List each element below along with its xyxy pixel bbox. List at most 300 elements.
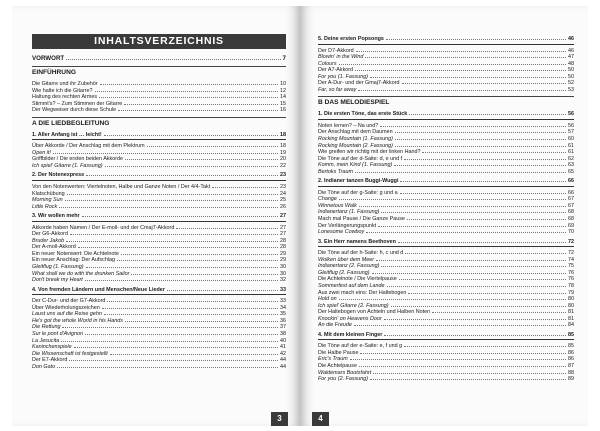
- entry-title: Gleitflug (2. Fassung): [318, 269, 370, 276]
- entry-title: Sommerfest auf dem Lande: [318, 282, 385, 289]
- entry-page: 84: [568, 322, 574, 329]
- page-number-right: 4: [312, 412, 329, 426]
- leader-dots: [356, 51, 566, 52]
- toc-chapter: [32, 172, 286, 210]
- entry-title: Akkorde haben Namen / Der E-moll- und der Cmaj7-Akkord: [32, 224, 175, 231]
- leader-dots: [82, 216, 278, 217]
- leader-dots: [350, 359, 566, 360]
- entry-page: 7: [282, 55, 286, 62]
- leader-dots: [384, 335, 566, 336]
- leader-dots: [117, 260, 278, 261]
- leader-dots: [395, 132, 566, 133]
- leader-dots: [53, 153, 278, 154]
- entry-title: Bruder Jakob: [32, 237, 65, 244]
- entry-title: Wie greifen wir richtig mit der linken Hand?: [318, 149, 421, 156]
- entry-title: Über Wiederholungszeichen: [32, 304, 100, 311]
- entry-page: 14: [280, 94, 286, 101]
- entry-page: 89: [568, 376, 574, 383]
- leader-dots: [386, 39, 566, 40]
- entry-title: Die Achtelnote / Die Viertelpause: [318, 276, 397, 283]
- entry-title: Change: [318, 196, 337, 203]
- entry-page: 78: [568, 282, 574, 289]
- entry-page: 28: [280, 244, 286, 251]
- leader-dots: [355, 172, 566, 173]
- leader-dots: [66, 59, 280, 60]
- entry-title: For you (1. Fassung): [318, 73, 369, 80]
- entry-page: 46: [568, 36, 574, 42]
- entry-page: 18: [280, 143, 286, 150]
- section-heading-liedbegleitung: A DIE LIEDBEGLEITUNG: [32, 119, 110, 127]
- leader-dots: [62, 327, 278, 328]
- chapter-rule: [32, 221, 286, 222]
- entry-title: Über Akkorde / Der Anschlag mit dem Plektrum: [32, 143, 145, 150]
- entry-title: Der Wegweiser durch diese Schule: [32, 107, 117, 114]
- entry-title: Laust uns auf die Reise gehn: [32, 311, 102, 318]
- entry-title: La Jesucita: [32, 337, 60, 344]
- entry-page: 42: [280, 350, 286, 357]
- leader-dots: [376, 260, 566, 261]
- leader-dots: [86, 267, 278, 268]
- entry-title: Rocking Mountain (1. Fassung): [318, 136, 393, 143]
- entry-page: 52: [568, 80, 574, 87]
- entry-title: 4. Von fremden Ländern und Menschen/Neue Lieder: [32, 286, 165, 293]
- chapter-rule: [318, 186, 574, 187]
- entry-title: He's got the whole World in his Hands: [32, 317, 123, 324]
- entry-page: 56: [568, 111, 574, 118]
- entry-page: 24: [280, 190, 286, 197]
- page-title: INHALTSVERZEICHNIS: [32, 34, 286, 49]
- leader-dots: [339, 199, 566, 200]
- entry-title: VORWORT: [32, 55, 65, 62]
- entry-page: 67: [568, 196, 574, 203]
- entry-page: 80: [568, 302, 574, 309]
- entry-title: Die Rettung: [32, 324, 61, 331]
- section-heading-einfuehrung: EINFÜHRUNG: [32, 69, 76, 76]
- leader-dots: [404, 159, 566, 160]
- entry-title: Don't break my Heart: [32, 277, 83, 284]
- page-number-left: 3: [271, 412, 288, 426]
- entry-page: 47: [568, 54, 574, 61]
- leader-dots: [121, 254, 278, 255]
- entry-title: Der Haltebogen von Achteln und Halben Noten: [318, 309, 431, 316]
- entry-title: Die Töne auf der e-Saite: e, f und g: [318, 343, 403, 350]
- entry-title: Colours: [318, 60, 337, 67]
- entry-page: 79: [568, 289, 574, 296]
- entry-title: 2. Indianer tanzen Buggi-Wuggi: [318, 178, 399, 185]
- toc-chapter-heading[interactable]: [32, 287, 286, 294]
- entry-page: 22: [280, 162, 286, 169]
- leader-dots: [404, 346, 566, 347]
- entry-title: Der A-Dur- und der Gmaj7-Akkord: [318, 80, 400, 87]
- entry-title: Knockin' on Heavens Door: [318, 315, 382, 322]
- leader-dots: [395, 139, 566, 140]
- leader-dots: [176, 228, 278, 229]
- leader-dots: [394, 165, 566, 166]
- leader-dots: [339, 299, 566, 300]
- entry-page: 44: [280, 357, 286, 364]
- entry-page: 34: [280, 304, 286, 311]
- entry-title: Die Töne auf der g-Saite: g und a: [318, 189, 398, 196]
- entry-page: 80: [568, 296, 574, 303]
- entry-title: Don Gato: [32, 363, 56, 370]
- leader-dots: [61, 341, 278, 342]
- leader-dots: [395, 146, 566, 147]
- entry-title: Die Wissenschaft ist festgestellt: [32, 350, 108, 357]
- toc-entry[interactable]: [318, 376, 574, 383]
- leader-dots: [387, 286, 566, 287]
- leader-dots: [212, 187, 278, 188]
- entry-title: Haltung des rechten Armes: [32, 94, 98, 101]
- entry-title: Wolken über dem Meer: [318, 256, 375, 263]
- divider: [318, 96, 574, 97]
- entry-page: 30: [280, 264, 286, 271]
- leader-dots: [405, 253, 566, 254]
- entry-page: 23: [280, 184, 286, 191]
- leader-dots: [398, 242, 566, 243]
- toc-entry[interactable]: [32, 204, 286, 211]
- entry-title: Ich spiel' Gitarre (2. Fassung): [318, 302, 389, 309]
- entry-page: 38: [280, 330, 286, 337]
- toc-chapter: [32, 213, 286, 283]
- entry-title: What shall we do with the drunken Sailor: [32, 270, 130, 277]
- entry-title: Open it!: [32, 149, 51, 156]
- entry-page: 61: [568, 142, 574, 149]
- entry-page: 88: [568, 369, 574, 376]
- entry-page: 76: [568, 276, 574, 283]
- entry-page: 65: [568, 168, 574, 175]
- entry-title: Blowin' in the Wind: [318, 54, 364, 61]
- leader-dots: [147, 146, 278, 147]
- entry-title: Die Achtelpause: [318, 362, 357, 369]
- entry-page: 69: [568, 222, 574, 229]
- leader-dots: [102, 308, 278, 309]
- leader-dots: [365, 57, 566, 58]
- leader-dots: [408, 293, 566, 294]
- leader-dots: [391, 306, 566, 307]
- entry-title: Little Rock: [32, 203, 58, 210]
- entry-page: 27: [280, 231, 286, 238]
- chapter-rule: [32, 139, 286, 140]
- leader-dots: [354, 325, 566, 326]
- leader-dots: [69, 360, 278, 361]
- entry-title: Lonesome Cowboy: [318, 229, 365, 236]
- leader-dots: [409, 114, 566, 115]
- entry-title: Rocking Mountain (2. Fassung): [318, 142, 393, 149]
- entry-page: 76: [568, 269, 574, 276]
- entry-title: Sur le pont d'Avignon: [32, 330, 83, 337]
- entry-title: Winnetous Walk: [318, 202, 357, 209]
- toc-chapter: [318, 332, 574, 383]
- entry-title: 2. Der Notenexpress: [32, 172, 85, 179]
- chapter-rule: [32, 180, 286, 181]
- leader-dots: [85, 334, 278, 335]
- entry-title: For you (2. Fassung): [318, 376, 369, 383]
- entry-title: Gleitflug (1. Fassung): [32, 264, 84, 271]
- entry-title: Von den Notenwerten: Viertelnoten, Halbe und Ganze Noten / Der 4/4-Takt: [32, 184, 211, 191]
- entry-page: 66: [568, 189, 574, 196]
- entry-title: Der G6-Akkord: [32, 231, 68, 238]
- entry-page: 85: [568, 331, 574, 338]
- entry-page: 50: [568, 73, 574, 80]
- entry-page: 26: [280, 203, 286, 210]
- leader-dots: [378, 226, 566, 227]
- entry-page: 25: [280, 197, 286, 204]
- leader-dots: [99, 97, 278, 98]
- popsongs-block: [318, 36, 574, 93]
- entry-title: Der D7-Akkord: [318, 47, 354, 54]
- leader-dots: [85, 280, 278, 281]
- entry-page: 41: [280, 344, 286, 351]
- leader-dots: [125, 159, 278, 160]
- leader-dots: [65, 200, 278, 201]
- entry-title: Wie halte ich die Gitarre?: [32, 87, 93, 94]
- leader-dots: [59, 207, 278, 208]
- entry-title: Aus zwei mach eins: Der Haltebogen: [318, 289, 407, 296]
- toc-entry[interactable]: [32, 364, 286, 371]
- entry-title: Ich spiel' Gitarre (1. Fassung): [32, 162, 103, 169]
- toc-chapter-heading[interactable]: [318, 178, 574, 185]
- leader-dots: [131, 274, 278, 275]
- entry-page: 87: [568, 362, 574, 369]
- entry-page: 29: [280, 250, 286, 257]
- left-page: [12, 6, 300, 426]
- entry-title: Morning Sun: [32, 197, 63, 204]
- entry-page: 61: [568, 149, 574, 156]
- entry-title: Klatschübung: [32, 190, 65, 197]
- entry-page: 33: [280, 286, 286, 293]
- entry-page: 19: [280, 149, 286, 156]
- leader-dots: [74, 347, 278, 348]
- toc-chapter-heading[interactable]: [318, 332, 574, 339]
- leader-dots: [167, 290, 278, 291]
- entry-page: 23: [280, 172, 286, 179]
- entry-page: 27: [280, 224, 286, 231]
- entry-title: Der A-moll-Akkord: [32, 244, 76, 251]
- leader-dots: [384, 319, 566, 320]
- entry-title: Noten lernen? – Na und?: [318, 122, 379, 129]
- toc-chapter: [318, 36, 574, 93]
- toc-entry[interactable]: [32, 163, 286, 170]
- liedbegleitung-blocks: [32, 132, 286, 371]
- entry-page: 60: [568, 136, 574, 143]
- entry-page: 75: [568, 263, 574, 270]
- right-page: [300, 6, 588, 426]
- entry-title: Komm, mein Kind (1. Fassung): [318, 162, 393, 169]
- leader-dots: [399, 279, 566, 280]
- entry-title: Stimmt's? – Zum Stimmen der Gitarre: [32, 100, 123, 107]
- entry-title: Bertoks Traum: [318, 168, 353, 175]
- entry-title: 1. Aller Anfang ist … leicht!: [32, 131, 102, 138]
- leader-dots: [372, 273, 566, 274]
- leader-dots: [100, 84, 278, 85]
- leader-dots: [422, 152, 566, 153]
- toc-chapter-heading[interactable]: [32, 172, 286, 179]
- entry-page: 30: [280, 270, 286, 277]
- toc-chapter: [318, 239, 574, 329]
- entry-title: Waldemars Bootsfahrt: [318, 369, 372, 376]
- toc-chapter: [318, 178, 574, 235]
- chapter-rule: [32, 294, 286, 295]
- entry-page: 32: [280, 277, 286, 284]
- leader-dots: [66, 241, 278, 242]
- entry-title: Eric's Traum: [318, 356, 348, 363]
- entry-page: 37: [280, 324, 286, 331]
- entry-page: 56: [568, 122, 574, 129]
- toc-chapter-heading[interactable]: [32, 132, 286, 139]
- leader-dots: [370, 379, 566, 380]
- entry-page: 35: [280, 311, 286, 318]
- entry-title: Mach mal Pause / Die Ganze Pause: [318, 216, 405, 223]
- leader-dots: [358, 90, 566, 91]
- entry-page: 72: [568, 238, 574, 245]
- divider: [32, 117, 286, 118]
- entry-page: 68: [568, 216, 574, 223]
- entry-title: Indianertanz (2. Fassung): [318, 263, 380, 270]
- entry-page: 12: [280, 87, 286, 94]
- melodiespiel-blocks: [318, 111, 574, 382]
- right-page-content: [318, 36, 574, 386]
- toc-entry[interactable]: [318, 229, 574, 236]
- leader-dots: [400, 181, 566, 182]
- entry-page: 74: [568, 256, 574, 263]
- toc-chapter-heading[interactable]: [318, 239, 574, 246]
- section-heading-melodiespiel: B DAS MELODIESPIEL: [318, 99, 390, 107]
- entry-page: 15: [280, 100, 286, 107]
- toc-chapter-heading[interactable]: [32, 213, 286, 220]
- toc-chapter-heading[interactable]: [318, 111, 574, 118]
- leader-dots: [360, 353, 566, 354]
- leader-dots: [57, 367, 278, 368]
- toc-chapter: [318, 111, 574, 175]
- entry-title: Hold on: [318, 296, 337, 303]
- entry-page: 28: [280, 237, 286, 244]
- leader-dots: [125, 321, 278, 322]
- leader-dots: [78, 247, 278, 248]
- leader-dots: [359, 366, 566, 367]
- leader-dots: [104, 314, 278, 315]
- entry-title: Ein neuer Anschlag: Der Aufschlag: [32, 257, 116, 264]
- leader-dots: [381, 266, 566, 267]
- entry-title: Griffbilder / Die ersten beiden Akkorde: [32, 156, 123, 163]
- leader-dots: [355, 70, 566, 71]
- entry-title: Far, so far away: [318, 86, 357, 93]
- chapter-rule: [318, 119, 574, 120]
- entry-title: Der C-Dur- und der G7-Akkord: [32, 298, 106, 305]
- toc-entry-vorwort[interactable]: [32, 55, 286, 63]
- entry-page: 68: [568, 209, 574, 216]
- entry-title: Der Verlängerungspunkt: [318, 222, 377, 229]
- toc-entry[interactable]: [318, 322, 574, 329]
- entry-page: 50: [568, 67, 574, 74]
- leader-dots: [432, 312, 566, 313]
- entry-page: 86: [568, 349, 574, 356]
- entry-title: Der E7-Akkord: [32, 357, 68, 364]
- entry-title: 1. Die ersten Töne, das erste Stück: [318, 111, 408, 118]
- entry-page: 29: [280, 257, 286, 264]
- entry-page: 62: [568, 155, 574, 162]
- entry-page: 72: [568, 250, 574, 257]
- entry-title: Die Halbe Pause: [318, 349, 359, 356]
- leader-dots: [359, 206, 566, 207]
- entry-page: 63: [568, 162, 574, 169]
- left-page-content: [32, 34, 286, 373]
- entry-page: 66: [568, 178, 574, 185]
- leader-dots: [407, 219, 566, 220]
- entry-page: 33: [280, 298, 286, 305]
- leader-dots: [110, 354, 278, 355]
- book-spread: [12, 6, 588, 426]
- leader-dots: [370, 77, 566, 78]
- entry-page: 85: [568, 343, 574, 350]
- leader-dots: [400, 193, 566, 194]
- entry-page: 48: [568, 60, 574, 67]
- entry-title: Die Töne auf der d-Saite: d, e und f: [318, 155, 403, 162]
- leader-dots: [67, 194, 278, 195]
- chapter-rule: [318, 44, 574, 45]
- chapter-rule: [318, 339, 574, 340]
- leader-dots: [373, 373, 566, 374]
- entry-title: 3. Wir wollen mehr: [32, 213, 80, 220]
- entry-page: 70: [568, 229, 574, 236]
- entry-title: Indianertanz (1. Fassung): [318, 209, 380, 216]
- leader-dots: [381, 212, 566, 213]
- entry-title: Die Gitarre und ihr Zubehör: [32, 81, 98, 87]
- entry-title: 5. Deine ersten Popsongs: [318, 36, 384, 42]
- leader-dots: [107, 301, 278, 302]
- leader-dots: [380, 126, 566, 127]
- entry-page: 40: [280, 337, 286, 344]
- toc-entry[interactable]: [32, 277, 286, 284]
- entry-page: 36: [280, 317, 286, 324]
- entry-page: 46: [568, 47, 574, 54]
- leader-dots: [104, 135, 278, 136]
- leader-dots: [86, 175, 278, 176]
- toc-chapter: [32, 132, 286, 170]
- toc-chapter-heading[interactable]: [318, 36, 574, 43]
- entry-page: 27: [280, 213, 286, 220]
- leader-dots: [70, 234, 278, 235]
- divider: [32, 66, 286, 67]
- entry-title: 4. Mit dem kleinen Finger: [318, 331, 383, 338]
- entry-page: 81: [568, 309, 574, 316]
- entry-title: Der A7-Akkord: [318, 67, 354, 74]
- entry-title: Die Töne auf der h-Saite: h, c und d: [318, 250, 404, 257]
- entry-page: 20: [280, 156, 286, 163]
- leader-dots: [402, 83, 567, 84]
- leader-dots: [105, 166, 278, 167]
- leader-dots: [366, 232, 566, 233]
- entry-page: 57: [568, 129, 574, 136]
- entry-page: 67: [568, 202, 574, 209]
- toc-entry[interactable]: [32, 107, 286, 114]
- leader-dots: [339, 64, 566, 65]
- entry-page: 10: [280, 81, 286, 87]
- entry-page: 81: [568, 315, 574, 322]
- entry-title: An die Freude: [318, 322, 352, 329]
- leader-dots: [124, 104, 278, 105]
- toc-chapter: [32, 287, 286, 371]
- entry-page: 86: [568, 356, 574, 363]
- entry-page: 18: [280, 131, 286, 138]
- toc-entry[interactable]: [318, 169, 574, 176]
- entry-title: 3. Ein Herr namens Beethoven: [318, 238, 396, 245]
- entry-title: Kaninchenspiele: [32, 344, 72, 351]
- entry-page: 44: [280, 363, 286, 370]
- einfuehrung-list: [32, 81, 286, 114]
- leader-dots: [95, 91, 278, 92]
- toc-entry[interactable]: [318, 87, 574, 94]
- leader-dots: [118, 110, 278, 111]
